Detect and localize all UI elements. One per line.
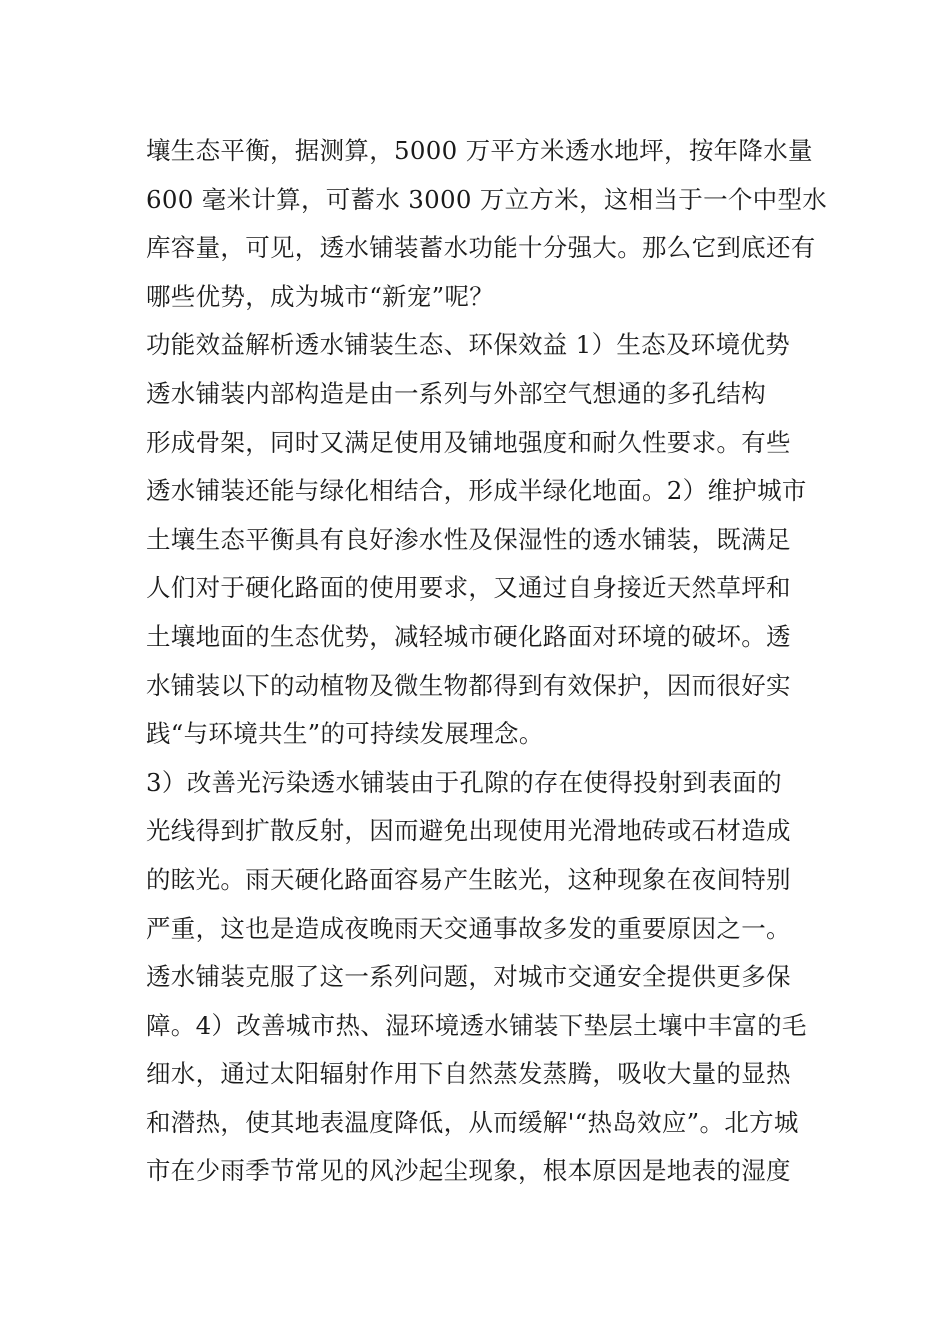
text-line: 和潜热，使其地表温度降低，从而缓解'“热岛效应”。北方城 <box>146 1107 799 1137</box>
text-line: 人们对于硬化路面的使用要求，又通过自身接近天然草坪和 <box>146 573 791 603</box>
text-line: 600 毫米计算，可蓄水 3000 万立方米，这相当于一个中型水 <box>146 184 828 214</box>
text-line: 哪些优势，成为城市“新宠”呢？ <box>146 281 495 311</box>
text-line: 功能效益解析透水铺装生态、环保效益 1）生态及环境优势 <box>146 330 790 360</box>
text-line: 透水铺装克服了这一系列问题，对城市交通安全提供更多保 <box>146 962 791 992</box>
text-line: 透水铺装内部构造是由一系列与外部空气想通的多孔结构 <box>146 378 766 408</box>
text-line: 水铺装以下的动植物及微生物都得到有效保护，因而很好实 <box>146 670 791 700</box>
text-line: 市在少雨季节常见的风沙起尘现象，根本原因是地表的湿度 <box>146 1156 791 1186</box>
text-line: 严重，这也是造成夜晚雨天交通事故多发的重要原因之一。 <box>146 913 791 943</box>
text-line: 3）改善光污染透水铺装由于孔隙的存在使得投射到表面的 <box>146 767 782 797</box>
text-line: 形成骨架，同时又满足使用及铺地强度和耐久性要求。有些 <box>146 427 791 457</box>
text-line: 障。4）改善城市热、湿环境透水铺装下垫层土壤中丰富的毛 <box>146 1010 807 1040</box>
text-line: 土壤地面的生态优势，减轻城市硬化路面对环境的破坏。透 <box>146 621 791 651</box>
text-line: 壤生态平衡，据测算，5000 万平方米透水地坪，按年降水量 <box>146 136 813 165</box>
text-line: 土壤生态平衡具有良好渗水性及保湿性的透水铺装，既满足 <box>146 524 791 554</box>
text-line: 库容量，可见，透水铺装蓄水功能十分强大。那么它到底还有 <box>146 233 816 263</box>
text-line: 光线得到扩散反射，因而避免出现使用光滑地砖或石材造成 <box>146 816 791 846</box>
text-line: 的眩光。雨天硬化路面容易产生眩光，这种现象在夜间特别 <box>146 864 791 894</box>
body-text <box>146 127 828 1196</box>
text-line: 透水铺装还能与绿化相结合，形成半绿化地面。2）维护城市 <box>146 476 807 506</box>
text-line: 践“与环境共生”的可持续发展理念。 <box>146 719 544 749</box>
text-line: 细水，通过太阳辐射作用下自然蒸发蒸腾，吸收大量的显热 <box>146 1059 791 1089</box>
